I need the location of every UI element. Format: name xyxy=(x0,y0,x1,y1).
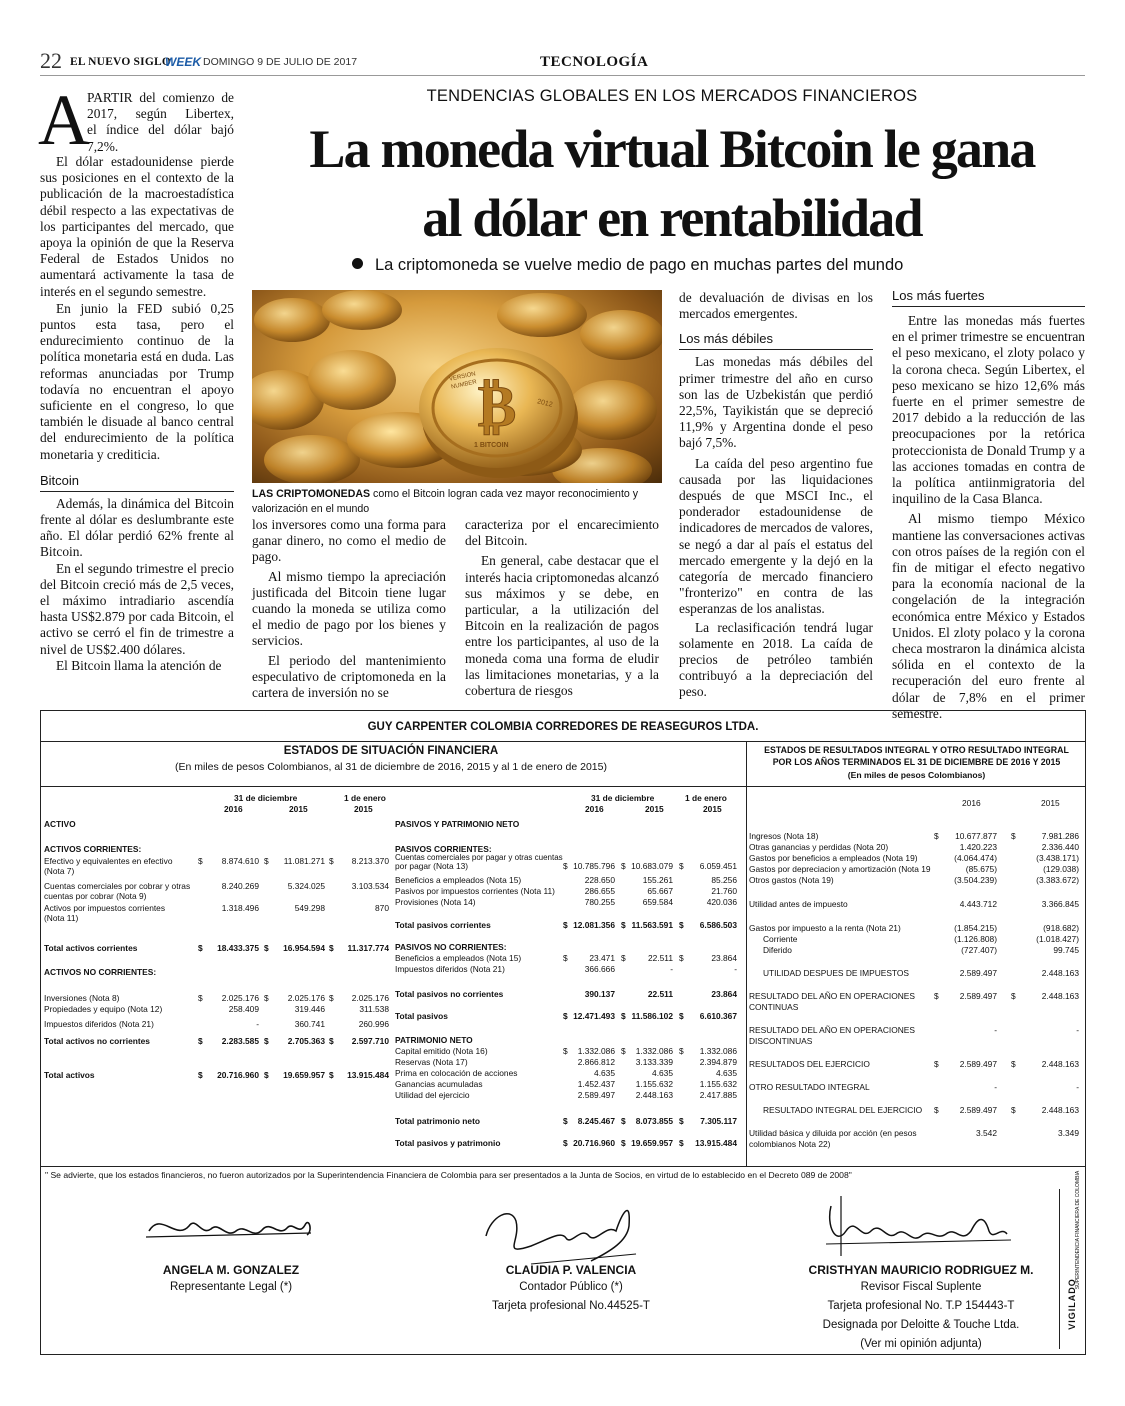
cell: 18.433.375 xyxy=(217,943,259,953)
currency: $ xyxy=(198,1070,203,1080)
cell: 99.745 xyxy=(1053,945,1079,955)
col-header-dec31: 31 de diciembre xyxy=(591,793,655,803)
cell: 2.394.879 xyxy=(699,1057,737,1067)
cell: 4.635 xyxy=(594,1068,615,1078)
currency: $ xyxy=(679,1116,684,1126)
cell: 2.417.885 xyxy=(699,1090,737,1100)
paragraph: Las monedas más débiles del primer trimestre del año en curso son las de Uzbekistán que perdió 22,5%, Tayikistán que se depreció 11,9% y Argentina donde el peso bajó 7,5%. xyxy=(679,354,873,451)
paragraph: El dólar estadounidense pierde sus posiciones en el contexto de la publicación de la macroestadística débil respecto a las expectativas de los participantes del mercado, que apoya la opinión de que la Reserva Federal de Estados Unidos no aumentará activamente la tasa de interés en el segundo semestre. xyxy=(40,154,234,299)
currency: $ xyxy=(563,1046,568,1056)
cell: (85.675) xyxy=(965,864,997,874)
cell: 2.025.176 xyxy=(287,993,325,1003)
cell: (3.504.239) xyxy=(954,875,997,885)
row-label: Activos por impuestos corrientes xyxy=(44,903,166,913)
cell: 13.915.484 xyxy=(347,1070,389,1080)
cell: 260.996 xyxy=(358,1019,389,1029)
cell: 2.025.176 xyxy=(351,993,389,1003)
subheading-bitcoin: Bitcoin xyxy=(40,473,234,492)
signer-firm: Designada por Deloitte & Touche Ltda. xyxy=(822,1319,1020,1331)
row-label: Cuentas comerciales por cobrar y otras xyxy=(44,881,191,891)
cell: 366.666 xyxy=(584,964,615,974)
lead-line-2: 2017, según Libertex, xyxy=(87,106,234,122)
masthead xyxy=(40,48,1085,76)
paragraph: En el segundo trimestre el precio del Bitcoin creció más de 2,5 veces, el máximo intradiario ascendía hasta US$2.879 por cada Bitcoin, el activo se cerró el fin de trimestre a nivel de US$2.400 dólares. xyxy=(40,560,234,657)
row-label: Pasivos por impuestos corrientes (Nota 11) xyxy=(395,886,555,896)
currency: $ xyxy=(198,943,203,953)
cell: 3.133.339 xyxy=(635,1057,673,1067)
cell: - xyxy=(994,1082,997,1092)
cell: 319.446 xyxy=(294,1004,325,1014)
cell: 1.452.437 xyxy=(577,1079,615,1089)
currency: $ xyxy=(1011,1059,1016,1069)
cell: 2.866.812 xyxy=(577,1057,615,1067)
currency: $ xyxy=(264,856,269,866)
signature-image xyxy=(141,1201,321,1261)
cell: (1.854.215) xyxy=(954,923,997,933)
row-label: Ingresos (Nota 18) xyxy=(749,831,819,841)
cell: 420.036 xyxy=(706,897,737,907)
col-header-2015: 2015 xyxy=(289,804,308,814)
cell: 2.589.497 xyxy=(959,1105,997,1115)
equity-title: PATRIMONIO NETO xyxy=(395,1035,473,1045)
income-table xyxy=(749,793,1079,1163)
cell: 3.103.534 xyxy=(351,881,389,891)
paper-name: EL NUEVO SIGLO xyxy=(70,56,171,68)
currency: $ xyxy=(934,1059,939,1069)
currency: $ xyxy=(563,861,568,871)
currency: $ xyxy=(934,831,939,841)
cell: 1.155.632 xyxy=(699,1079,737,1089)
currency: $ xyxy=(1011,831,1016,841)
cell: 10.677.877 xyxy=(955,831,997,841)
cell: 311.538 xyxy=(359,1004,389,1014)
cell: 1.332.086 xyxy=(577,1046,615,1056)
issue-date: DOMINGO 9 DE JULIO DE 2017 xyxy=(203,56,358,68)
cell: 2.025.176 xyxy=(221,993,259,1003)
drop-cap: A xyxy=(38,80,90,160)
row-label: Corriente xyxy=(763,934,798,944)
row-label: Otras ganancias y perdidas (Nota 20) xyxy=(749,842,889,852)
signer-name: ANGELA M. GONZALEZ xyxy=(162,1263,300,1277)
col-header-2016: 2016 xyxy=(585,804,604,814)
row-label: Total activos xyxy=(44,1070,95,1080)
cell: 12.081.356 xyxy=(573,920,615,930)
cell: - xyxy=(994,1025,997,1035)
currency: $ xyxy=(264,993,269,1003)
cell: 2.589.497 xyxy=(959,968,997,978)
lead-line-3: el índice del dólar bajó xyxy=(87,122,234,138)
cell: (918.682) xyxy=(1043,923,1079,933)
row-label: CONTINUAS xyxy=(749,1002,799,1012)
currency: $ xyxy=(621,1046,626,1056)
signature-image xyxy=(471,1186,671,1266)
currency: $ xyxy=(563,953,568,963)
row-label: Total pasivos xyxy=(395,1011,448,1021)
currency: $ xyxy=(563,920,568,930)
currency: $ xyxy=(264,943,269,953)
paragraph: Al mismo tiempo la apreciación justificada del Bitcoin tiene lugar cuando la moneda se utiliza como el medio de pago por los bienes y servicios. xyxy=(252,568,446,649)
cell: 286.655 xyxy=(584,886,615,896)
cell: 360.741 xyxy=(294,1019,325,1029)
paragraph: La caída del peso argentino fue causada por las liquidaciones después de que MSCI Inc., el ponderador estadounidense de indicadores de mercados de valores, se negó a dar al país el estatus del mercado emergente y la dejó en la categoría de mercado financiero "fronterizo" en contra de las esperanzas de los analistas. xyxy=(679,455,873,617)
current-liabilities-title: PASIVOS CORRIENTES: xyxy=(395,844,492,854)
cell: 1.420.223 xyxy=(959,842,997,852)
signer-name: CRISTHYAN MAURICIO RODRIGUEZ M. xyxy=(808,1263,1034,1277)
col-header-jan1: 1 de enero xyxy=(685,793,727,803)
cell: 65.667 xyxy=(647,886,673,896)
row-label: Cuentas comerciales por pagar y otras cuentas xyxy=(395,853,563,862)
lead-line-1: PARTIR del comienzo de xyxy=(87,90,234,105)
row-label: UTILIDAD DESPUES DE IMPUESTOS xyxy=(763,968,909,978)
assets-title: ACTIVO xyxy=(44,819,76,829)
cell: 6.586.503 xyxy=(699,920,737,930)
cell: 2.448.163 xyxy=(1041,991,1079,1001)
currency: $ xyxy=(679,1138,684,1148)
signature-image xyxy=(811,1186,1031,1266)
cell: 22.511 xyxy=(647,989,673,999)
cell: 258.409 xyxy=(228,1004,259,1014)
row-label: Efectivo y equivalentes en efectivo xyxy=(44,856,173,866)
cell: 2.448.163 xyxy=(1041,968,1079,978)
row-label: Total activos no corrientes xyxy=(44,1036,150,1046)
cell: (727.407) xyxy=(961,945,997,955)
cell: 5.324.025 xyxy=(287,881,325,891)
currency: $ xyxy=(621,1138,626,1148)
row-label: Reservas (Nota 17) xyxy=(395,1057,468,1067)
currency: $ xyxy=(679,861,684,871)
currency: $ xyxy=(679,1011,684,1021)
currency: $ xyxy=(329,856,334,866)
signer-note: (Ver mi opinión adjunta) xyxy=(860,1338,982,1350)
cell: 8.073.855 xyxy=(635,1116,673,1126)
vigilado-text: VIGILADO xyxy=(1067,1278,1077,1330)
svg-text:₿: ₿ xyxy=(477,374,517,439)
income-title-1: ESTADOS DE RESULTADOS INTEGRAL Y OTRO RESULTADO INTEGRAL xyxy=(764,745,1069,755)
deck-text: La criptomoneda se vuelve medio de pago en muchas partes del mundo xyxy=(375,256,904,274)
subheading-weakest: Los más débiles xyxy=(679,331,873,350)
cell: 8.240.269 xyxy=(221,881,259,891)
cell: (3.383.672) xyxy=(1036,875,1079,885)
paragraph: En general, cabe destacar que el interés hacia criptomonedas alcanzó sus máximos y se debe, en particular, a la utilización del Bitcoin en la realización de pagos entre los participantes, al uso de la moneda coma una forma de eludir las limitaciones monetarias, y a la cobertura de riesgos xyxy=(465,553,659,699)
col-header-2016: 2016 xyxy=(224,804,243,814)
row-label: RESULTADO DEL AÑO EN OPERACIONES xyxy=(749,991,915,1001)
currency: $ xyxy=(621,920,626,930)
row-label: Total pasivos no corrientes xyxy=(395,989,504,999)
coin-text-number: NUMBER xyxy=(450,379,478,391)
signature-block-1 xyxy=(141,1201,321,1301)
cell: 390.137 xyxy=(584,989,615,999)
cell: 780.255 xyxy=(584,897,615,907)
row-label: Total activos corrientes xyxy=(44,943,138,953)
signer-role: Contador Público (*) xyxy=(519,1281,623,1293)
cell: 23.864 xyxy=(711,989,737,999)
current-assets-title: ACTIVOS CORRIENTES: xyxy=(44,844,142,854)
cell: 2.283.585 xyxy=(221,1036,259,1046)
cell: 2.448.163 xyxy=(635,1090,673,1100)
row-label: por pagar (Nota 13) xyxy=(395,861,469,871)
assets-table xyxy=(44,793,389,1163)
signer-license: Tarjeta profesional No. T.P 154443-T xyxy=(827,1300,1015,1312)
paragraph: Además, la dinámica del Bitcoin frente al dólar es deslumbrante este año. El dólar perdió 62% frente al Bitcoin. xyxy=(40,495,234,560)
col-header-2015: 2015 xyxy=(354,804,373,814)
balance-subtitle: (En miles de pesos Colombianos, al 31 de diciembre de 2016, 2015 y al 1 de enero de 2015) xyxy=(175,761,607,773)
col-header-dec31: 31 de diciembre xyxy=(234,793,298,803)
cell: 4.635 xyxy=(716,1068,737,1078)
headline-line-2: al dólar en rentabilidad xyxy=(422,188,922,248)
cell: 23.864 xyxy=(711,953,737,963)
cell: 23.471 xyxy=(589,953,615,963)
cell: 22.511 xyxy=(648,953,673,963)
company-name: GUY CARPENTER COLOMBIA CORREDORES DE REASEGUROS LTDA. xyxy=(367,721,759,733)
bitcoin-photo xyxy=(252,290,662,483)
cell: 10.785.796 xyxy=(573,861,615,871)
row-label: Gastos por impuesto a la renta (Nota 21) xyxy=(749,923,901,933)
currency: $ xyxy=(329,1036,334,1046)
row-label: Ganancias acumuladas xyxy=(395,1079,483,1089)
row-label: Utilidad antes de impuesto xyxy=(749,899,848,909)
article-column-2 xyxy=(252,517,446,701)
currency: $ xyxy=(934,1105,939,1115)
currency: $ xyxy=(679,1046,684,1056)
cell: 11.586.102 xyxy=(631,1011,673,1021)
cell: 1.318.496 xyxy=(221,903,259,913)
currency: $ xyxy=(563,1011,568,1021)
col-header-2015: 2015 xyxy=(1041,798,1060,808)
cell: 8.874.610 xyxy=(221,856,259,866)
financial-notice xyxy=(40,710,1086,1355)
cell: 6.059.451 xyxy=(699,861,737,871)
income-subtitle: (En miles de pesos Colombianos) xyxy=(847,770,986,780)
cell: 2.448.163 xyxy=(1041,1059,1079,1069)
cell: 3.542 xyxy=(976,1128,997,1138)
cell: 16.954.594 xyxy=(283,943,325,953)
paragraph: caracteriza por el encarecimiento del Bitcoin. xyxy=(465,517,659,549)
cell: 228.650 xyxy=(584,875,615,885)
paragraph: de devaluación de divisas en los mercados emergentes. xyxy=(679,290,873,322)
paragraph: Entre las monedas más fuertes en el primer trimestre se encuentran el peso mexicano, el zloty polaco y la corona checa. Según Libertex, el peso mexicano se hizo 12,6% más fuerte en el primer semestre de 2017 debido a la reducción de las preocupaciones por la retórica proteccionista de Donald Trump y a las acciones tomadas en contra de la política antiinmigratoria del inquilino de la Casa Blanca. xyxy=(892,313,1085,507)
cell: - xyxy=(670,964,673,974)
currency: $ xyxy=(621,1011,626,1021)
cell: 19.659.957 xyxy=(631,1138,673,1148)
subheading-strongest: Los más fuertes xyxy=(892,288,1085,307)
paragraph: La reclasificación tendrá lugar solamente en 2018. La caída de precios de petróleo también contribuyó a la depreciación del peso. xyxy=(679,619,873,700)
caption-lead: LAS CRIPTOMONEDAS xyxy=(252,488,371,500)
photo-caption xyxy=(252,487,662,517)
row-label: Impuestos diferidos (Nota 21) xyxy=(395,964,505,974)
row-label: (Nota 11) xyxy=(44,913,79,923)
edition-name: WEEK xyxy=(165,55,201,69)
cell: 8.213.370 xyxy=(351,856,389,866)
signer-name: CLAUDIA P. VALENCIA xyxy=(505,1263,637,1277)
col-header-2016: 2016 xyxy=(962,798,981,808)
currency: $ xyxy=(198,1036,203,1046)
cell: (3.438.171) xyxy=(1036,853,1079,863)
cell: (1.018.427) xyxy=(1036,934,1079,944)
cell: 11.317.774 xyxy=(347,943,389,953)
cell: 2.589.497 xyxy=(577,1090,615,1100)
superintendencia-text: SUPERINTENDENCIA FINANCIERA DE COLOMBIA xyxy=(1075,1170,1081,1290)
row-label: Otros gastos (Nota 19) xyxy=(749,875,834,885)
cell: - xyxy=(1076,1082,1079,1092)
deck xyxy=(352,256,1052,275)
row-label: Diferido xyxy=(763,945,792,955)
currency: $ xyxy=(198,993,203,1003)
cell: 2.336.440 xyxy=(1041,842,1079,852)
row-label: Provisiones (Nota 14) xyxy=(395,897,476,907)
currency: $ xyxy=(1011,991,1016,1001)
cell: (1.126.808) xyxy=(954,934,997,944)
row-label: DISCONTINUAS xyxy=(749,1036,813,1046)
cell: 6.610.367 xyxy=(699,1011,737,1021)
currency: $ xyxy=(329,993,334,1003)
cell: 11.081.271 xyxy=(283,856,325,866)
row-label: colombianos Nota 22) xyxy=(749,1139,831,1149)
signer-role: Representante Legal (*) xyxy=(169,1281,293,1293)
cell: 1.332.086 xyxy=(699,1046,737,1056)
liabilities-title: PASIVOS Y PATRIMONIO NETO xyxy=(395,819,520,829)
row-label: Total patrimonio neto xyxy=(395,1116,480,1126)
row-label: Utilidad del ejercicio xyxy=(395,1090,470,1100)
row-label: Gastos por beneficios a empleados (Nota 19) xyxy=(749,853,918,863)
footnote: " Se advierte, que los estados financieros, no fueron autorizados por la Superintendencia Financiera de Colombia para ser presentados a la Junta de Socios, en virtud de lo establecido en el Decreto 089 de 2008" xyxy=(45,1170,852,1180)
row-label: Total pasivos y patrimonio xyxy=(395,1138,501,1148)
cell: 2.705.363 xyxy=(287,1036,325,1046)
currency: $ xyxy=(621,1116,626,1126)
cell: 11.563.591 xyxy=(631,920,673,930)
cell: 7.981.286 xyxy=(1041,831,1079,841)
row-label: Prima en colocación de acciones xyxy=(395,1068,518,1078)
cell: 870 xyxy=(375,903,389,913)
currency: $ xyxy=(264,1070,269,1080)
col-header-jan1: 1 de enero xyxy=(344,793,386,803)
cell: (129.038) xyxy=(1043,864,1079,874)
cell: 21.760 xyxy=(711,886,737,896)
non-current-liabilities-title: PASIVOS NO CORRIENTES: xyxy=(395,942,507,952)
row-label: Utilidad básica y diluida por acción (en pesos xyxy=(749,1128,917,1138)
signer-role: Revisor Fiscal Suplente xyxy=(860,1281,982,1293)
row-label: Gastos por depreciacion y amortización (Nota 19 xyxy=(749,864,931,874)
signature-block-2 xyxy=(471,1186,671,1336)
col-header-2015: 2015 xyxy=(645,804,664,814)
cell: 10.683.079 xyxy=(631,861,673,871)
headline-line-1: La moneda virtual Bitcoin le gana xyxy=(309,119,1035,179)
signer-license: Tarjeta profesional No.44525-T xyxy=(492,1300,650,1312)
cell: 659.584 xyxy=(642,897,673,907)
paragraph: El Bitcoin llama la atención de xyxy=(56,657,222,673)
row-label: RESULTADO INTEGRAL DEL EJERCICIO xyxy=(763,1105,923,1115)
row-label: (Nota 7) xyxy=(44,866,75,876)
cell: 2.589.497 xyxy=(959,991,997,1001)
vigilado-stamp xyxy=(1059,1170,1083,1349)
row-label: Total pasivos corrientes xyxy=(395,920,491,930)
article-column-1 xyxy=(38,80,234,674)
cell: 19.659.957 xyxy=(283,1070,325,1080)
article-column-3 xyxy=(465,517,659,699)
cell: 549.298 xyxy=(294,903,325,913)
paragraph: El periodo del mantenimiento especulativo de criptomoneda en la cartera de inversión no se xyxy=(252,652,446,701)
row-label: Inversiones (Nota 8) xyxy=(44,993,120,1003)
cell: 85.256 xyxy=(711,875,737,885)
cell: 20.716.960 xyxy=(573,1138,615,1148)
article-column-5 xyxy=(892,288,1085,722)
row-label: Impuestos diferidos (Nota 21) xyxy=(44,1019,154,1029)
page-number: 22 xyxy=(40,48,62,73)
balance-title: ESTADOS DE SITUACIÓN FINANCIERA xyxy=(283,745,499,757)
cell: (4.064.474) xyxy=(954,853,997,863)
paragraph: En junio la FED subió 0,25 puntos esta tasa, pero el endurecimiento continuo de la política monetaria está en duda. Las reformas anunciadas por Trump todavía no encuentran el apoyo suficiente en el congreso, lo que también le disuade al banco central del endurecimiento de la política monetaria y crediticia. xyxy=(40,300,234,462)
cell: 3.366.845 xyxy=(1041,899,1079,909)
cell: 7.305.117 xyxy=(700,1116,737,1126)
currency: $ xyxy=(264,1036,269,1046)
coin-text-version: VERSION xyxy=(448,371,477,383)
paragraph: Al mismo tiempo México mantiene las conversaciones activas con otros países de la región con el fin de mitigar el efecto negativo para la economía nacional de la congelación de la integración económica entre México y Estados Unidos. El zloty polaco y la corona checa mostraron la dinámica alcista sólida en el contexto de la recuperación del euro frente al dólar de 7,8% en el primer semestre. xyxy=(892,511,1085,721)
cell: 13.915.484 xyxy=(695,1138,737,1148)
row-label: Propiedades y equipo (Nota 12) xyxy=(44,1004,163,1014)
currency: $ xyxy=(679,953,684,963)
row-label: cuentas por cobrar (Nota 9) xyxy=(44,891,147,901)
col-header-2015: 2015 xyxy=(703,804,722,814)
caption-text: como el Bitcoin logran cada vez mayor reconocimiento y valorización en el mundo xyxy=(252,488,639,515)
row-label: Beneficios a empleados (Nota 15) xyxy=(395,875,522,885)
cell: 1.155.632 xyxy=(635,1079,673,1089)
cell: - xyxy=(256,1019,259,1029)
row-label: OTRO RESULTADO INTEGRAL xyxy=(749,1082,870,1092)
row-label: Capital emitido (Nota 16) xyxy=(395,1046,488,1056)
currency: $ xyxy=(198,856,203,866)
cell: 155.261 xyxy=(642,875,673,885)
cell: 2.448.163 xyxy=(1041,1105,1079,1115)
currency: $ xyxy=(329,1070,334,1080)
cell: 2.589.497 xyxy=(959,1059,997,1069)
cell: 8.245.467 xyxy=(577,1116,615,1126)
cell: 4.635 xyxy=(652,1068,673,1078)
currency: $ xyxy=(1011,1105,1016,1115)
article-column-4 xyxy=(679,290,873,701)
cell: 1.332.086 xyxy=(635,1046,673,1056)
cell: 20.716.960 xyxy=(217,1070,259,1080)
coin-text-year: 2012 xyxy=(536,398,554,409)
row-label: RESULTADO DEL AÑO EN OPERACIONES xyxy=(749,1025,915,1035)
cell: 4.443.712 xyxy=(959,899,997,909)
lead-line-4: 7,2%. xyxy=(87,138,119,154)
paragraph: los inversores como una forma para ganar dinero, no como el medio de pago. xyxy=(252,517,446,565)
liabilities-table xyxy=(395,793,737,1163)
signature-block-3 xyxy=(808,1186,1034,1356)
cell: 3.349 xyxy=(1058,1128,1079,1138)
article-kicker: TENDENCIAS GLOBALES EN LOS MERCADOS FINANCIEROS xyxy=(426,87,918,105)
currency: $ xyxy=(679,920,684,930)
cell: - xyxy=(734,964,737,974)
currency: $ xyxy=(621,953,626,963)
currency: $ xyxy=(563,1138,568,1148)
coin-text-denomination: 1 BITCOIN xyxy=(474,442,509,449)
currency: $ xyxy=(329,943,334,953)
cell: 12.471.493 xyxy=(573,1011,615,1021)
cell: 2.597.710 xyxy=(351,1036,389,1046)
currency: $ xyxy=(621,861,626,871)
currency: $ xyxy=(934,991,939,1001)
income-title-2: POR LOS AÑOS TERMINADOS EL 31 DE DICIEMBRE DE 2016 Y 2015 xyxy=(772,757,1061,767)
currency: $ xyxy=(563,1116,568,1126)
cell: - xyxy=(1076,1025,1079,1035)
row-label: RESULTADOS DEL EJERCICIO xyxy=(749,1059,870,1069)
section-name: TECNOLOGÍA xyxy=(540,54,649,70)
non-current-assets-title: ACTIVOS NO CORRIENTES: xyxy=(44,967,157,977)
bullet-icon xyxy=(352,258,363,269)
row-label: Beneficios a empleados (Nota 15) xyxy=(395,953,522,963)
